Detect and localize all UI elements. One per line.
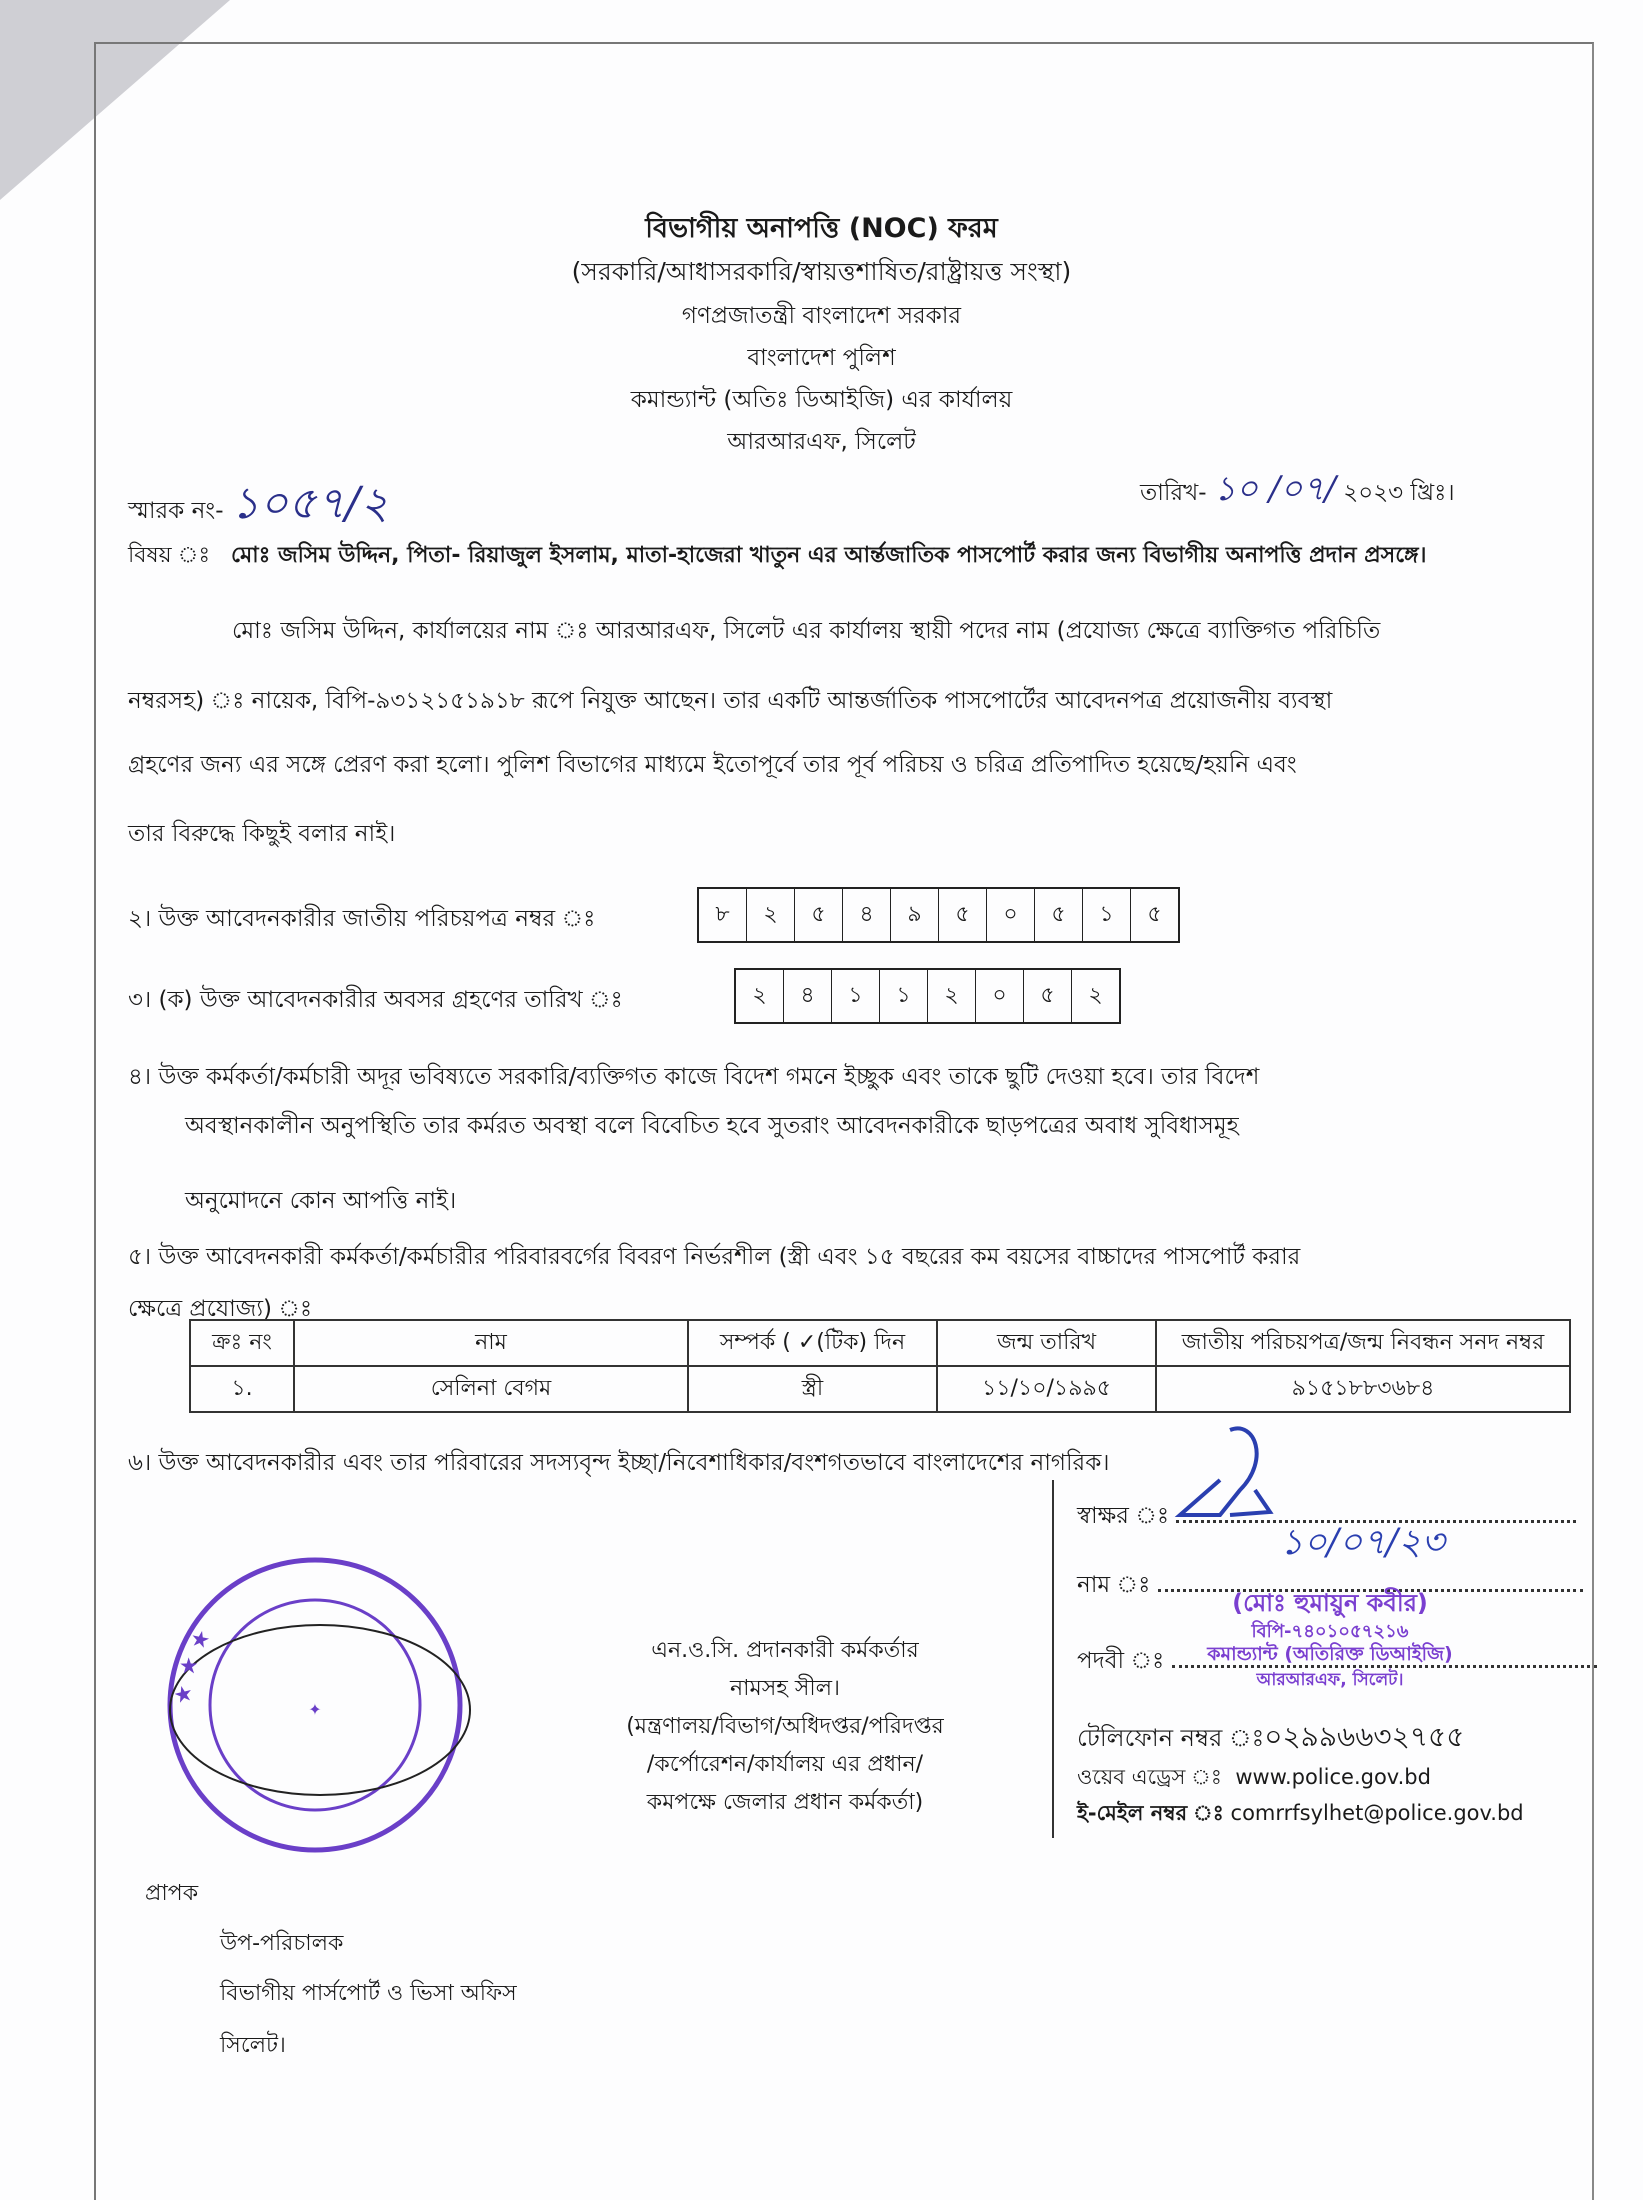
item5-line-1: ৫। উক্ত আবেদনকারী কর্মকর্তা/কর্মচারীর পরিবারবর্গের বিবরণ নির্ভরশীল (স্ত্রী এবং ১৫ বছরের কম বয়সের বাচ্চাদের পাসপোর্ট করার [128, 1244, 1301, 1270]
web-label: ওয়েব এড্রেস ঃ [1077, 1765, 1222, 1789]
email-field [1077, 1797, 1524, 1832]
digit-box: ৫ [1024, 970, 1072, 1022]
family-table [189, 1319, 1571, 1413]
email-link[interactable]: comrrfsylhet@police.gov.bd [1230, 1801, 1524, 1825]
digit-box: ১ [880, 970, 928, 1022]
unit-line: আরআরএফ, সিলেট [727, 429, 916, 455]
subject-label: বিষয় ঃ [128, 543, 211, 568]
phone-value: ০২৯৯৬৬৩২৭৫৫ [1264, 1720, 1465, 1753]
name-stamp: (মোঃ হুমায়ুন কবীর) [1232, 1589, 1428, 1617]
date-label: তারিখ- [1140, 480, 1207, 506]
date-printed: ২০২৩ খ্রিঃ। [1343, 480, 1455, 506]
memo-label: স্মারক নং- [128, 498, 224, 524]
recipient-label: প্রাপক [145, 1881, 199, 1906]
govt-line: গণপ্রজাতন্ত্রী বাংলাদেশ সরকার [681, 303, 962, 329]
issuer-note-line: এন.ও.সি. প্রদানকারী কর্মকর্তার [651, 1638, 919, 1663]
recipient-line: বিভাগীয় পার্সপোর্ট ও ভিসা অফিস [220, 1981, 517, 2006]
web-link[interactable]: www.police.gov.bd [1235, 1765, 1431, 1789]
seal-text: ★ ★ ★ [170, 1625, 217, 1706]
digit-box: ২ [747, 889, 795, 941]
memo-number [128, 470, 389, 543]
body-line-4: তার বিরুদ্ধে কিছুই বলার নাই। [128, 821, 396, 847]
retirement-date-boxes [734, 968, 1121, 1024]
signature-label: স্বাক্ষর ঃ [1077, 1503, 1170, 1529]
digit-box: ১ [1083, 889, 1131, 941]
web-field [1077, 1761, 1431, 1796]
seal-inner-text: ✦ [308, 1700, 322, 1719]
cell-relation: স্ত্রী [688, 1366, 937, 1412]
subject-text: মোঃ জসিম উদ্দিন, পিতা- রিয়াজুল ইসলাম, মাতা-হাজেরা খাতুন এর আর্ন্তজাতিক পাসপোর্ট করার জন্য বিভাগীয় অনাপত্তি প্রদান প্রসঙ্গে। [231, 543, 1427, 568]
col-name: নাম [294, 1320, 688, 1366]
digit-box: ২ [736, 970, 784, 1022]
table-header-row [190, 1320, 1570, 1366]
cell-serial: ১. [190, 1366, 294, 1412]
form-title: বিভাগীয় অনাপত্তি (NOC) ফরম [645, 213, 998, 244]
item5-line-2: ক্ষেত্রে প্রযোজ্য) ঃ [128, 1296, 313, 1322]
digit-box: ৪ [843, 889, 891, 941]
item3-label: ৩। (ক) উক্ত আবেদনকারীর অবসর গ্রহণের তারিখ ঃ [128, 987, 623, 1013]
body-line-1: মোঃ জসিম উদ্দিন, কার্যালয়ের নাম ঃ আরআরএফ, সিলেট এর কার্যালয় স্থায়ী পদের নাম (প্রযোজ্য ক্ষেত্রে ব্যাক্তিগত পরিচিতি [232, 618, 1381, 644]
digit-box: ৫ [1035, 889, 1083, 941]
col-dob: জন্ম তারিখ [937, 1320, 1156, 1366]
recipient-line: উপ-পরিচালক [220, 1931, 344, 1956]
issuer-note-line: (মন্ত্রণালয়/বিভাগ/অধিদপ্তর/পরিদপ্তর [626, 1714, 944, 1739]
issuer-note-line: কমপক্ষে জেলার প্রধান কর্মকর্তা) [646, 1790, 924, 1815]
issuer-note [590, 1632, 980, 1822]
item4-line-1: ৪। উক্ত কর্মকর্তা/কর্মচারী অদূর ভবিষ্যতে সরকারি/ব্যক্তিগত কাজে বিদেশ গমনে ইচ্ছুক এবং তাকে ছুটি দেওয়া হবে। তার বিদেশ [128, 1064, 1260, 1090]
issuer-note-line: নামসহ সীল। [730, 1676, 840, 1701]
phone-field [1077, 1715, 1464, 1762]
digit-box: ৫ [939, 889, 987, 941]
item6-line: ৬। উক্ত আবেদনকারীর এবং তার পরিবারের সদস্যবৃন্দ ইচ্ছা/নিবেশাধিকার/বংশগতভাবে বাংলাদেশের নাগরিক। [128, 1450, 1110, 1476]
office-seal [160, 1555, 480, 1855]
recipient-line: সিলেট। [220, 2033, 286, 2058]
subject-line [128, 538, 1427, 575]
office-line: কমান্ড্যান্ট (অতিঃ ডিআইজি) এর কার্যালয় [630, 387, 1013, 413]
date-field [1140, 463, 1455, 520]
office-stamp: আরআরএফ, সিলেট। [1256, 1670, 1404, 1690]
item2-label: ২। উক্ত আবেদনকারীর জাতীয় পরিচয়পত্র নম্বর ঃ [128, 906, 596, 932]
police-line: বাংলাদেশ পুলিশ [747, 345, 896, 371]
bp-stamp: বিপি-৭৪০১০৫৭২১৬ [1251, 1621, 1409, 1642]
digit-box: ৯ [891, 889, 939, 941]
designation-stamp: কমান্ড্যান্ট (অতিরিক্ত ডিআইজি) [1207, 1643, 1453, 1665]
digit-box: ২ [1088, 982, 1103, 1008]
digit-box: ২ [928, 970, 976, 1022]
issuer-note-line: /কর্পোরেশন/কার্যালয় এর প্রধান/ [646, 1752, 924, 1777]
digit-box: ৫ [795, 889, 843, 941]
cell-name: সেলিনা বেগম [294, 1366, 688, 1412]
phone-label: টেলিফোন নম্বর ঃ [1077, 1724, 1265, 1752]
form-subtitle: (সরকারি/আধাসরকারি/স্বায়ত্তশাষিত/রাষ্ট্রায়ত্ত সংস্থা) [571, 257, 1072, 286]
digit-box: ১ [832, 970, 880, 1022]
nid-digit-boxes [697, 887, 1180, 943]
date-handwritten: ১০ /০৭/ [1213, 469, 1336, 509]
table-row [190, 1366, 1570, 1412]
body-line-2: নম্বরসহ) ঃ নায়েক, বিপি-৯৩১২১৫১৯১৮ রূপে নিযুক্ত আছেন। তার একটি আন্তর্জাতিক পাসপোর্টের আবেদনপত্র প্রয়োজনীয় ব্যবস্থা [128, 688, 1333, 714]
signature-date: ১০/০৭/২৩ [1280, 1522, 1445, 1563]
cell-nid: ৯১৫১৮৮৩৬৮৪ [1156, 1366, 1570, 1412]
memo-value: ১০৫৭/২ [230, 478, 389, 529]
col-relation: সম্পর্ক ( ✓(টিক) দিন [688, 1320, 937, 1366]
signature-divider [1052, 1480, 1054, 1838]
item4-line-2: অবস্থানকালীন অনুপস্থিতি তার কর্মরত অবস্থা বলে বিবেচিত হবে সুতরাং আবেদনকারীকে ছাড়পত্রের অবাধ সুবিধাসমূহ [185, 1113, 1239, 1139]
digit-box: ০ [976, 970, 1024, 1022]
digit-box: ৫ [1147, 901, 1162, 927]
digit-box: ৪ [784, 970, 832, 1022]
cell-dob: ১১/১০/১৯৯৫ [937, 1366, 1156, 1412]
col-nid: জাতীয় পরিচয়পত্র/জন্ম নিবন্ধন সনদ নম্বর [1156, 1320, 1570, 1366]
designation-label: পদবী ঃ [1077, 1648, 1165, 1674]
col-serial: ক্রঃ নং [190, 1320, 294, 1366]
digit-box: ৮ [699, 889, 747, 941]
email-label: ই-মেইল নম্বর ঃ [1077, 1801, 1224, 1825]
name-label: নাম ঃ [1077, 1572, 1151, 1598]
body-line-3: গ্রহণের জন্য এর সঙ্গে প্রেরণ করা হলো। পুলিশ বিভাগের মাধ্যমে ইতোপূর্বে তার পূর্ব পরিচয় ও চরিত্র প্রতিপাদিত হয়েছে/হয়নি এবং [128, 752, 1297, 778]
digit-box: ০ [987, 889, 1035, 941]
item4-line-3: অনুমোদনে কোন আপত্তি নাই। [185, 1188, 457, 1214]
